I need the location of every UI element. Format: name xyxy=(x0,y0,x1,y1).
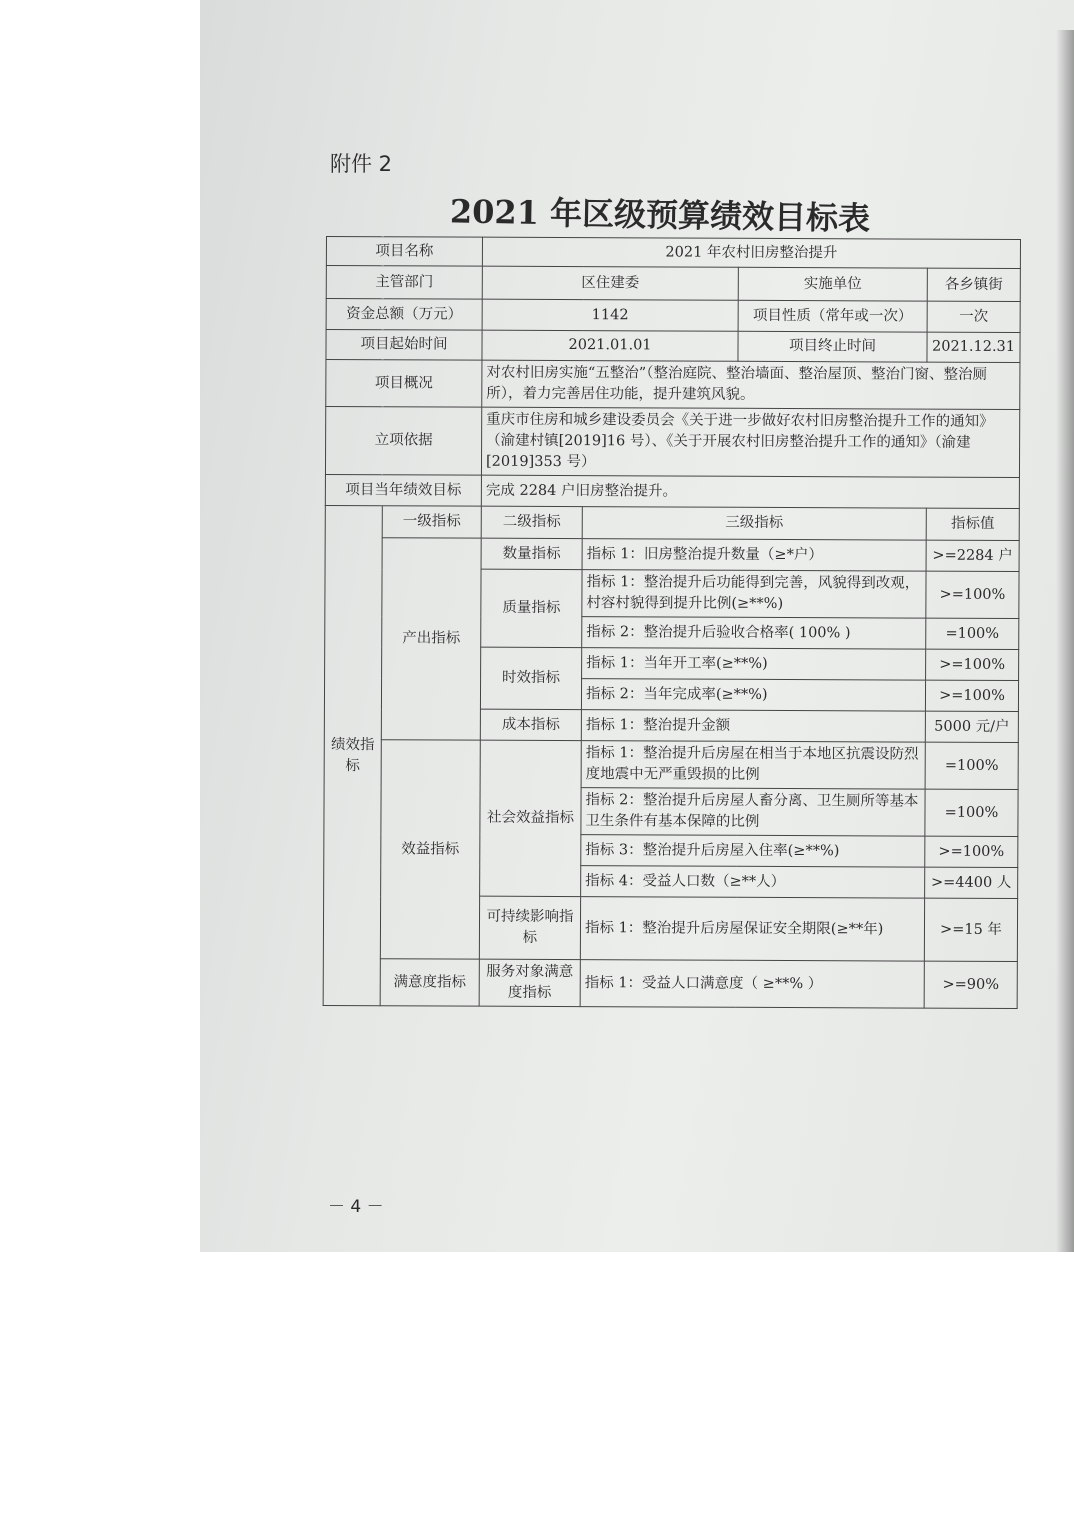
header-level2: 二级指标 xyxy=(481,506,582,538)
social-2: 指标 2：整治提升后房屋人畜分离、卫生厕所等基本卫生条件有基本保障的比例 xyxy=(581,788,925,837)
basis-label: 立项依据 xyxy=(325,407,481,476)
social-1: 指标 1：整治提升后房屋在相当于本地区抗震设防烈度地震中无严重毁损的比例 xyxy=(581,741,925,790)
row-department xyxy=(326,266,1020,302)
social-3: 指标 3：整治提升后房屋入住率(≥**%) xyxy=(581,835,925,868)
social-4-value: >=4400 人 xyxy=(925,867,1018,898)
row-dates xyxy=(326,330,1020,363)
row-satisfaction xyxy=(323,958,1017,1008)
fund-label: 资金总额（万元） xyxy=(326,299,482,331)
satisfaction-1: 指标 1：受益人口满意度（ ≥**% ） xyxy=(580,960,924,1009)
quality-2: 指标 2：整治提升后验收合格率( 100% ) xyxy=(582,617,926,650)
quantity-1: 指标 1：旧房整治提升数量（≥*户） xyxy=(582,539,926,572)
cost-label: 成本指标 xyxy=(480,709,581,740)
sustain-1: 指标 1：整治提升后房屋保证安全期限(≥**年) xyxy=(580,897,924,962)
cost-1-value: 5000 元/户 xyxy=(925,711,1018,742)
row-social-1 xyxy=(324,739,1018,789)
nature-value: 一次 xyxy=(927,301,1020,332)
document-title: 2021 年区级预算绩效目标表 xyxy=(449,192,871,238)
quality-2-value: =100% xyxy=(926,618,1019,649)
time-label: 时效指标 xyxy=(480,647,581,709)
cost-1: 指标 1：整治提升金额 xyxy=(581,710,925,743)
project-name-value: 2021 年农村旧房整治提升 xyxy=(482,237,1020,268)
start-value: 2021.01.01 xyxy=(482,330,738,361)
row-quantity xyxy=(325,537,1019,571)
paper-edge-shadow xyxy=(1056,30,1074,1252)
overview-value: 对农村旧房实施“五整治”（整治庭院、整治墙面、整治屋顶、整治门窗、整治厕所），着力完善居住功能，提升建筑风貌。 xyxy=(482,360,1020,409)
attachment-label: 附件 2 xyxy=(330,152,393,176)
output-indicator-label: 产出指标 xyxy=(381,538,481,740)
nature-label: 项目性质（常年或一次） xyxy=(738,300,927,332)
sustain-label: 可持续影响指标 xyxy=(479,896,580,959)
perf-indicator-label: 绩效指标 xyxy=(323,505,382,1005)
time-1: 指标 1：当年开工率(≥**%) xyxy=(582,648,926,681)
social-4: 指标 4：受益人口数（≥**人） xyxy=(581,866,925,899)
project-name-label: 项目名称 xyxy=(326,237,482,267)
goal-label: 项目当年绩效目标 xyxy=(325,474,481,506)
quantity-label: 数量指标 xyxy=(481,538,582,569)
satisfaction-label: 满意度指标 xyxy=(380,959,479,1006)
row-fund xyxy=(326,299,1020,333)
quality-1: 指标 1：整治提升后功能得到完善，风貌得到改观，村容村貌得到提升比例(≥**%) xyxy=(582,570,926,619)
time-1-value: >=100% xyxy=(926,649,1019,680)
header-level3: 三级指标 xyxy=(582,507,926,541)
row-overview xyxy=(326,360,1020,410)
impl-value: 各乡镇街 xyxy=(927,268,1020,301)
sustain-1-value: >=15 年 xyxy=(924,898,1017,961)
end-label: 项目终止时间 xyxy=(738,331,927,362)
overview-label: 项目概况 xyxy=(326,360,482,408)
service-satisfaction-label: 服务对象满意度指标 xyxy=(479,959,580,1006)
header-value: 指标值 xyxy=(926,508,1019,540)
satisfaction-1-value: >=90% xyxy=(924,961,1017,1008)
benefit-indicator-label: 效益指标 xyxy=(380,740,480,959)
basis-value: 重庆市住房和城乡建设委员会《关于进一步做好农村旧房整治提升工作的通知》（渝建村镇[2019]16 号）、《关于开展农村旧房整治提升工作的通知》（渝建[2019]353 号） xyxy=(481,407,1019,477)
header-level1: 一级指标 xyxy=(382,506,481,538)
impl-label: 实施单位 xyxy=(738,267,927,301)
fund-value: 1142 xyxy=(482,299,738,331)
goal-value: 完成 2284 户旧房整治提升。 xyxy=(481,475,1019,508)
social-2-value: =100% xyxy=(925,789,1018,836)
social-3-value: >=100% xyxy=(925,836,1018,867)
budget-performance-table xyxy=(323,236,1021,1009)
start-label: 项目起始时间 xyxy=(326,330,482,361)
quality-1-value: >=100% xyxy=(926,571,1019,618)
page-number: － 4 － xyxy=(328,1197,384,1217)
dept-label: 主管部门 xyxy=(326,266,482,300)
time-2: 指标 2：当年完成率(≥**%) xyxy=(581,679,925,712)
quality-label: 质量指标 xyxy=(481,569,582,647)
row-goal xyxy=(325,474,1019,508)
time-2-value: >=100% xyxy=(925,680,1018,711)
end-value: 2021.12.31 xyxy=(927,332,1020,362)
social-label: 社会效益指标 xyxy=(480,740,582,896)
row-basis xyxy=(325,407,1019,478)
row-indicator-header xyxy=(325,505,1019,540)
row-project-name xyxy=(326,237,1020,269)
social-1-value: =100% xyxy=(925,742,1018,789)
quantity-1-value: >=2284 户 xyxy=(926,540,1019,571)
dept-value: 区住建委 xyxy=(482,266,738,300)
